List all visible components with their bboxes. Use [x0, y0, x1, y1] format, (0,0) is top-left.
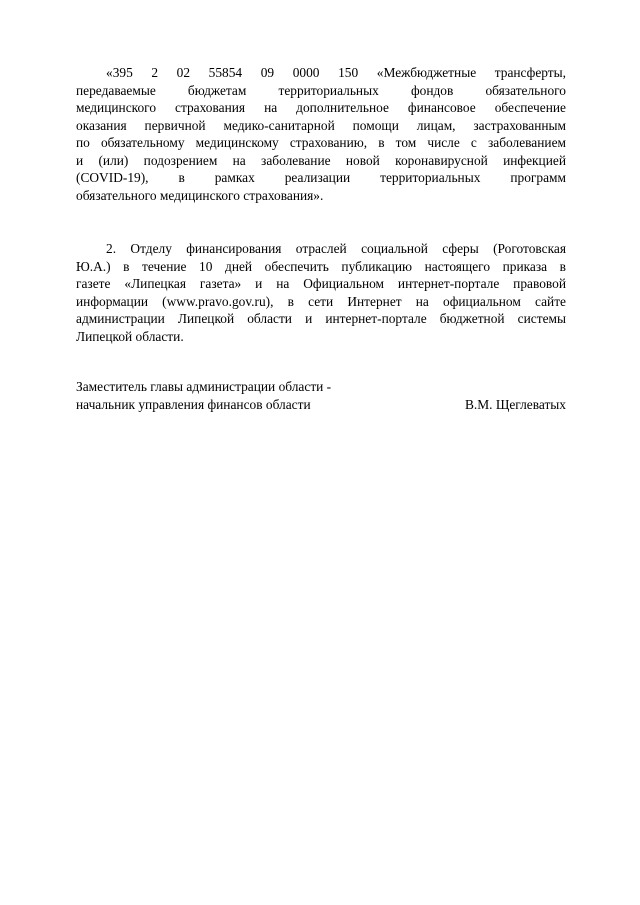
paragraph-line: Липецкой области.	[76, 328, 184, 344]
paragraph-text	[76, 64, 566, 204]
signature-block	[76, 378, 566, 413]
paragraph-line: обязательного медицинского страхования».	[76, 187, 324, 203]
paragraph-line: и (или) подозрением на заболевание новой коронавирусной инфекцией	[76, 152, 566, 168]
paragraph-budget-code	[76, 64, 566, 204]
paragraph-line: медицинского страхования на дополнительное финансовое обеспечение	[76, 100, 566, 115]
signer-name: В.М. Щеглеватых	[464, 396, 566, 412]
paragraph-line: газете «Липецкая газета» и на Официальном интернет-портале правовой	[76, 276, 566, 291]
paragraph-text	[76, 240, 566, 345]
paragraph-line: «395 2 02 55854 09 0000 150 «Межбюджетные трансферты,	[106, 65, 566, 80]
paragraph-line: администрации Липецкой области и интернет-портале бюджетной системы	[76, 311, 566, 326]
signer-position-line-1: Заместитель главы администрации области -	[76, 379, 332, 394]
paragraph-line: оказания первичной медико-санитарной помощи лицам, застрахованным	[76, 117, 566, 133]
paragraph-line: информации (www.pravo.gov.ru), в сети Интернет на официальном сайте	[76, 293, 566, 309]
paragraph-line: Ю.А.) в течение 10 дней обеспечить публикацию настоящего приказа в	[76, 258, 566, 274]
signature-row	[76, 396, 566, 414]
paragraph-line: передаваемые бюджетам территориальных фондов обязательного	[76, 82, 566, 98]
paragraph-line: (COVID-19), в рамках реализации территориальных программ	[76, 170, 566, 185]
paragraph-line: по обязательному медицинскому страхованию, в том числе с заболеванием	[76, 135, 566, 150]
signer-position-line-2: начальник управления финансов области	[76, 396, 311, 412]
paragraph-line: 2. Отделу финансирования отраслей социальной сферы (Роготовская	[106, 241, 566, 256]
paragraph-publication-order	[76, 240, 566, 345]
